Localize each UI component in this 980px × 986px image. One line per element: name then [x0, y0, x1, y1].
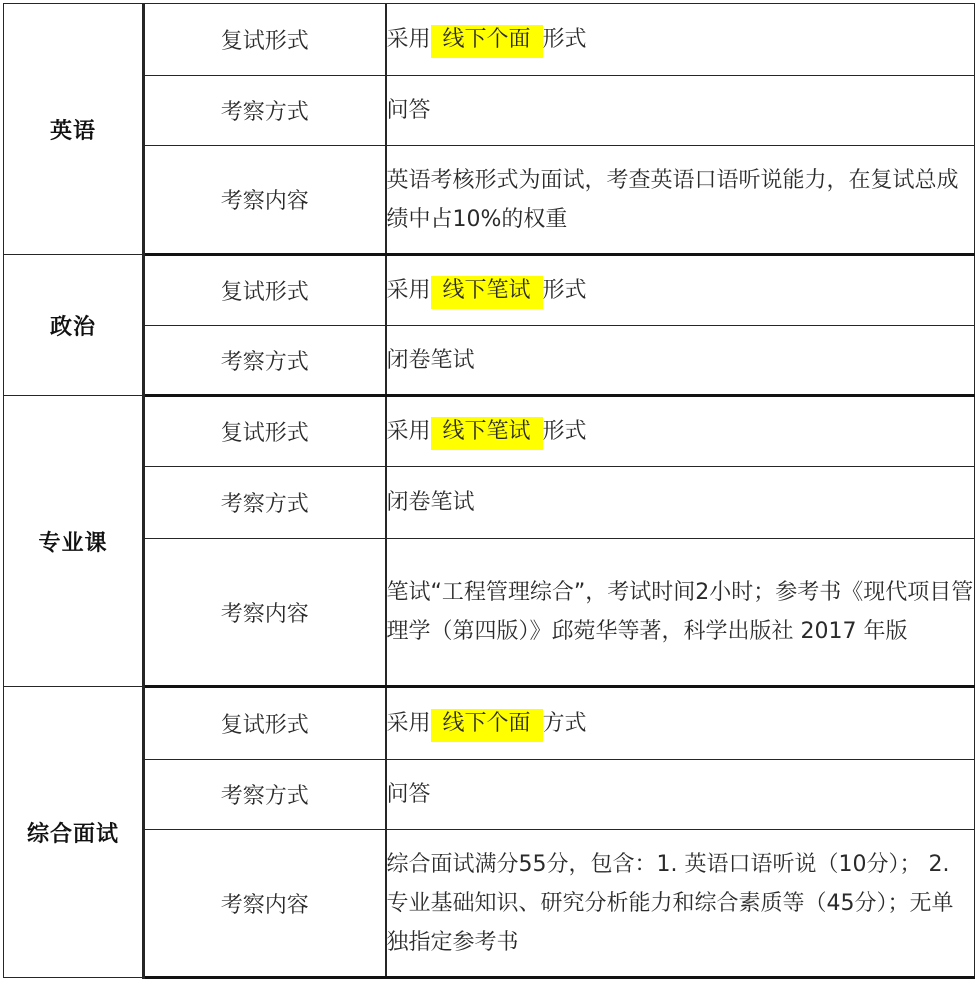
table-row — [4, 687, 975, 760]
value-suffix: 方式 — [542, 711, 587, 736]
row-label: 复试形式 — [144, 4, 386, 76]
table-row — [4, 830, 975, 978]
table-row — [4, 255, 975, 326]
row-label: 考察方式 — [144, 326, 386, 396]
highlight-mark: 线下个面 — [431, 25, 543, 58]
row-value — [386, 396, 975, 467]
value-suffix: 形式 — [542, 278, 587, 303]
row-label: 复试形式 — [144, 687, 386, 760]
highlight-mark: 线下笔试 — [431, 417, 543, 450]
row-value — [386, 4, 975, 76]
row-label: 考察内容 — [144, 146, 386, 255]
highlight-mark: 线下笔试 — [431, 276, 543, 309]
category-cell: 专业课 — [4, 396, 144, 687]
row-value: 综合面试满分55分，包含：1. 英语口语听说（10分）； 2. 专业基础知识、研究分析能力和综合素质等（45分）；无单独指定参考书 — [386, 830, 975, 978]
row-value — [386, 255, 975, 326]
row-value: 笔试“工程管理综合”，考试时间2小时；参考书《现代项目管理学（第四版）》邱菀华等著，科学出版社 2017 年版 — [386, 539, 975, 687]
table-row — [4, 146, 975, 255]
row-value: 闭卷笔试 — [386, 326, 975, 396]
row-value: 问答 — [386, 76, 975, 146]
value-suffix: 形式 — [542, 27, 587, 52]
row-value: 问答 — [386, 760, 975, 830]
row-label: 考察方式 — [144, 76, 386, 146]
value-prefix: 采用 — [386, 27, 431, 52]
value-prefix: 采用 — [386, 278, 431, 303]
row-label: 复试形式 — [144, 396, 386, 467]
category-cell: 综合面试 — [4, 687, 144, 978]
table-row — [4, 467, 975, 539]
row-label: 考察内容 — [144, 830, 386, 978]
value-suffix: 形式 — [542, 419, 587, 444]
table-row — [4, 396, 975, 467]
table-row — [4, 76, 975, 146]
table-row — [4, 539, 975, 687]
row-value: 英语考核形式为面试，考查英语口语听说能力，在复试总成绩中占10%的权重 — [386, 146, 975, 255]
row-label: 复试形式 — [144, 255, 386, 326]
row-label: 考察内容 — [144, 539, 386, 687]
row-value — [386, 687, 975, 760]
value-prefix: 采用 — [386, 419, 431, 444]
row-label: 考察方式 — [144, 467, 386, 539]
category-cell: 英语 — [4, 4, 144, 255]
table-row — [4, 760, 975, 830]
table-row — [4, 4, 975, 76]
value-prefix: 采用 — [386, 711, 431, 736]
table-row — [4, 326, 975, 396]
highlight-mark: 线下个面 — [431, 709, 543, 742]
category-cell: 政治 — [4, 255, 144, 396]
retest-info-table — [3, 3, 975, 979]
row-label: 考察方式 — [144, 760, 386, 830]
row-value: 闭卷笔试 — [386, 467, 975, 539]
